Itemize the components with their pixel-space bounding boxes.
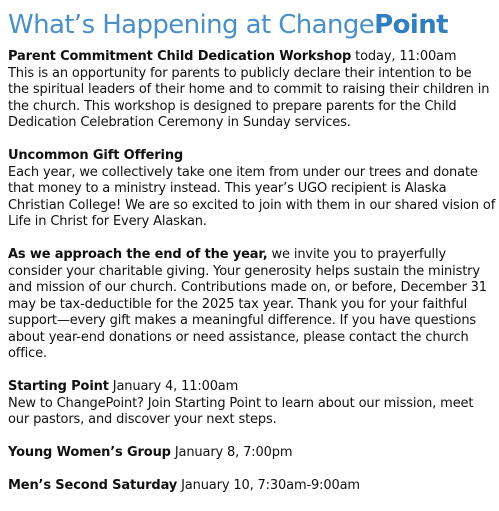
event-heading bbox=[8, 49, 496, 66]
notice-lead: As we approach the end of the year, bbox=[8, 247, 268, 262]
event-heading bbox=[8, 445, 496, 462]
event-mens-second-saturday bbox=[8, 478, 496, 495]
event-child-dedication-workshop bbox=[8, 49, 496, 132]
brand-name-change: Change bbox=[278, 10, 375, 40]
notice-body: we invite you to prayerfully consider your charitable giving. Your generosity helps sustain the ministry and mission of our church. Contributions made on, or before, December 31 may be tax-deductible for the 2025 tax year. Thank you for your faithful support—every gift makes a meaningful difference. If you have questions about year-end donations or need assistance, please contact the church office. bbox=[8, 247, 487, 361]
event-time: January 4, 11:00am bbox=[108, 379, 239, 394]
event-time: January 8, 7:00pm bbox=[170, 445, 293, 460]
event-starting-point bbox=[8, 379, 496, 429]
year-end-giving-notice bbox=[8, 247, 496, 363]
header-prefix: What’s Happening at bbox=[8, 10, 279, 40]
event-description: Each year, we collectively take one item from under our trees and donate that money to a ministry instead. This year’s UGO recipient is Alaska Christian College! We are so excited to join with them in our shared vision of Life in Christ for Every Alaskan. bbox=[8, 164, 496, 229]
event-young-womens-group bbox=[8, 445, 496, 462]
event-heading bbox=[8, 379, 496, 396]
page-header bbox=[8, 4, 448, 46]
brand-name-point: Point bbox=[374, 10, 448, 40]
event-time: January 10, 7:30am-9:00am bbox=[177, 478, 360, 493]
event-description: This is an opportunity for parents to publicly declare their intention to be the spiritual leaders of their home and to commit to raising their children in the church. This workshop is designed to prepare parents for the Child Dedication Celebration Ceremony in Sunday services. bbox=[8, 65, 490, 130]
event-title: Men’s Second Saturday bbox=[8, 478, 178, 493]
event-title: Starting Point bbox=[8, 379, 109, 394]
event-time: today, 11:00am bbox=[351, 49, 457, 64]
event-title: Young Women’s Group bbox=[8, 445, 171, 460]
event-heading bbox=[8, 478, 496, 495]
announcements bbox=[8, 49, 496, 511]
event-description bbox=[8, 247, 496, 363]
event-uncommon-gift-offering bbox=[8, 148, 496, 231]
event-title: Parent Commitment Child Dedication Workshop bbox=[8, 49, 352, 64]
event-title: Uncommon Gift Offering bbox=[8, 148, 184, 163]
event-description: New to ChangePoint? Join Starting Point to learn about our mission, meet our pastors, and discover your next steps. bbox=[8, 395, 474, 427]
